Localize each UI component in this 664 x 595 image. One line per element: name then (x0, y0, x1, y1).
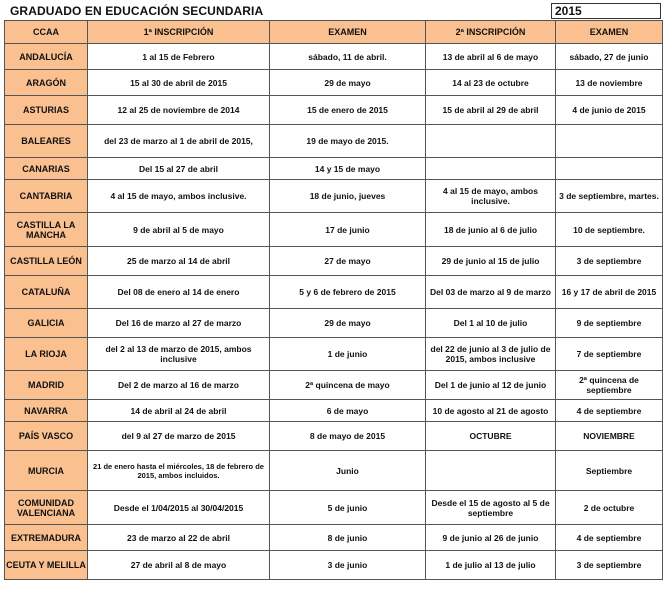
second-exam-cell[interactable]: 2 de octubre (556, 491, 663, 525)
first-inscription-cell[interactable]: Del 2 de marzo al 16 de marzo (88, 371, 270, 400)
ccaa-cell[interactable]: MURCIA (5, 451, 88, 491)
first-exam-cell[interactable]: 15 de enero de 2015 (270, 96, 426, 125)
ccaa-cell[interactable]: CATALUÑA (5, 276, 88, 309)
second-inscription-cell[interactable]: 9 de junio al 26 de junio (426, 525, 556, 551)
table-row (5, 213, 663, 247)
second-exam-cell[interactable]: 4 de junio de 2015 (556, 96, 663, 125)
second-exam-cell[interactable]: Septiembre (556, 451, 663, 491)
second-exam-cell[interactable]: 7 de septiembre (556, 338, 663, 371)
table-row (5, 247, 663, 276)
ccaa-cell[interactable]: MADRID (5, 371, 88, 400)
second-inscription-cell[interactable]: 15 de abril al 29 de abril (426, 96, 556, 125)
first-inscription-cell[interactable]: Del 08 de enero al 14 de enero (88, 276, 270, 309)
second-inscription-cell[interactable] (426, 451, 556, 491)
ccaa-cell[interactable]: NAVARRA (5, 400, 88, 422)
ccaa-cell[interactable]: ASTURIAS (5, 96, 88, 125)
first-exam-cell[interactable]: 27 de mayo (270, 247, 426, 276)
first-inscription-cell[interactable]: Del 15 al 27 de abril (88, 158, 270, 180)
first-exam-cell[interactable]: Junio (270, 451, 426, 491)
first-inscription-cell[interactable]: 4 al 15 de mayo, ambos inclusive. (88, 180, 270, 213)
first-inscription-cell[interactable]: del 9 al 27 de marzo de 2015 (88, 422, 270, 451)
table-row (5, 96, 663, 125)
first-inscription-cell[interactable]: 23 de marzo al 22 de abril (88, 525, 270, 551)
second-exam-cell[interactable]: 2ª quincena de septiembre (556, 371, 663, 400)
first-exam-cell[interactable]: 29 de mayo (270, 309, 426, 338)
second-inscription-cell[interactable]: Desde el 15 de agosto al 5 de septiembre (426, 491, 556, 525)
table-row (5, 180, 663, 213)
header-first-exam[interactable]: EXAMEN (270, 21, 426, 44)
second-inscription-cell[interactable] (426, 125, 556, 158)
table-row (5, 525, 663, 551)
second-inscription-cell[interactable]: Del 03 de marzo al 9 de marzo (426, 276, 556, 309)
second-inscription-cell[interactable]: 14 al 23 de octubre (426, 70, 556, 96)
second-exam-cell[interactable] (556, 125, 663, 158)
table-row (5, 338, 663, 371)
second-inscription-cell[interactable]: 29 de junio al 15 de julio (426, 247, 556, 276)
first-exam-cell[interactable]: 29 de mayo (270, 70, 426, 96)
ccaa-cell[interactable]: CASTILLA LA MANCHA (5, 213, 88, 247)
table-row (5, 309, 663, 338)
table-row (5, 371, 663, 400)
ccaa-cell[interactable]: GALICIA (5, 309, 88, 338)
ccaa-cell[interactable]: ARAGÓN (5, 70, 88, 96)
first-exam-cell[interactable]: 18 de junio, jueves (270, 180, 426, 213)
first-inscription-cell[interactable]: del 23 de marzo al 1 de abril de 2015, (88, 125, 270, 158)
first-inscription-cell[interactable]: Desde el 1/04/2015 al 30/04/2015 (88, 491, 270, 525)
title-row (0, 0, 664, 19)
table-row (5, 158, 663, 180)
ccaa-cell[interactable]: CANARIAS (5, 158, 88, 180)
second-inscription-cell[interactable]: OCTUBRE (426, 422, 556, 451)
first-exam-cell[interactable]: 2ª quincena de mayo (270, 371, 426, 400)
table-row (5, 44, 663, 70)
first-exam-cell[interactable]: sábado, 11 de abril. (270, 44, 426, 70)
second-inscription-cell[interactable]: 4 al 15 de mayo, ambos inclusive. (426, 180, 556, 213)
year-cell[interactable]: 2015 (551, 3, 661, 19)
table-row (5, 70, 663, 96)
second-inscription-cell[interactable]: 10 de agosto al 21 de agosto (426, 400, 556, 422)
first-exam-cell[interactable]: 17 de junio (270, 213, 426, 247)
second-exam-cell[interactable]: sábado, 27 de junio (556, 44, 663, 70)
second-inscription-cell[interactable]: Del 1 al 10 de julio (426, 309, 556, 338)
header-second-exam[interactable]: EXAMEN (556, 21, 663, 44)
ccaa-cell[interactable]: PAÍS VASCO (5, 422, 88, 451)
sheet-title: GRADUADO EN EDUCACIÓN SECUNDARIA (10, 4, 264, 18)
first-exam-cell[interactable]: 5 y 6 de febrero de 2015 (270, 276, 426, 309)
second-inscription-cell[interactable]: Del 1 de junio al 12 de junio (426, 371, 556, 400)
header-second-inscription[interactable]: 2ª INSCRIPCIÓN (426, 21, 556, 44)
second-inscription-cell[interactable] (426, 158, 556, 180)
second-inscription-cell[interactable]: del 22 de junio al 3 de julio de 2015, ambos inclusive (426, 338, 556, 371)
second-exam-cell[interactable]: 10 de septiembre. (556, 213, 663, 247)
first-inscription-cell[interactable]: 27 de abril al 8 de mayo (88, 551, 270, 580)
first-inscription-cell[interactable]: 14 de abril al 24 de abril (88, 400, 270, 422)
first-exam-cell[interactable]: 14 y 15 de mayo (270, 158, 426, 180)
ccaa-cell[interactable]: CEUTA Y MELILLA (5, 551, 88, 580)
table-row (5, 451, 663, 491)
first-exam-cell[interactable]: 1 de junio (270, 338, 426, 371)
second-inscription-cell[interactable]: 18 de junio al 6 de julio (426, 213, 556, 247)
second-inscription-cell[interactable]: 1 de julio al 13 de julio (426, 551, 556, 580)
first-inscription-cell[interactable]: 1 al 15 de Febrero (88, 44, 270, 70)
first-inscription-cell[interactable]: 9 de abril al 5 de mayo (88, 213, 270, 247)
first-inscription-cell[interactable]: 25 de marzo al 14 de abril (88, 247, 270, 276)
second-exam-cell[interactable]: 4 de septiembre (556, 400, 663, 422)
table-row (5, 491, 663, 525)
ccaa-cell[interactable]: ANDALUCÍA (5, 44, 88, 70)
ccaa-cell[interactable]: CANTABRIA (5, 180, 88, 213)
table-row (5, 125, 663, 158)
second-exam-cell[interactable]: 3 de septiembre (556, 247, 663, 276)
second-exam-cell[interactable]: 16 y 17 de abril de 2015 (556, 276, 663, 309)
second-exam-cell[interactable]: 4 de septiembre (556, 525, 663, 551)
first-inscription-cell[interactable]: 21 de enero hasta el miércoles, 18 de febrero de 2015, ambos incluidos. (88, 451, 270, 491)
exam-schedule-table (4, 20, 663, 580)
second-exam-cell[interactable] (556, 158, 663, 180)
first-exam-cell[interactable]: 3 de junio (270, 551, 426, 580)
first-inscription-cell[interactable]: 12 al 25 de noviembre de 2014 (88, 96, 270, 125)
ccaa-cell[interactable]: COMUNIDAD VALENCIANA (5, 491, 88, 525)
ccaa-cell[interactable]: BALEARES (5, 125, 88, 158)
header-first-inscription[interactable]: 1ª INSCRIPCIÓN (88, 21, 270, 44)
second-inscription-cell[interactable]: 13 de abril al 6 de mayo (426, 44, 556, 70)
ccaa-cell[interactable]: EXTREMADURA (5, 525, 88, 551)
ccaa-cell[interactable]: CASTILLA LEÓN (5, 247, 88, 276)
header-row (5, 21, 663, 44)
first-exam-cell[interactable]: 8 de mayo de 2015 (270, 422, 426, 451)
first-exam-cell[interactable]: 19 de mayo de 2015. (270, 125, 426, 158)
first-exam-cell[interactable]: 6 de mayo (270, 400, 426, 422)
second-exam-cell[interactable]: NOVIEMBRE (556, 422, 663, 451)
first-inscription-cell[interactable]: del 2 al 13 de marzo de 2015, ambos inclusive (88, 338, 270, 371)
header-ccaa[interactable]: CCAA (5, 21, 88, 44)
table-row (5, 422, 663, 451)
second-exam-cell[interactable]: 3 de septiembre (556, 551, 663, 580)
second-exam-cell[interactable]: 9 de septiembre (556, 309, 663, 338)
second-exam-cell[interactable]: 13 de noviembre (556, 70, 663, 96)
table-row (5, 551, 663, 580)
ccaa-cell[interactable]: LA RIOJA (5, 338, 88, 371)
table-row (5, 400, 663, 422)
first-exam-cell[interactable]: 5 de junio (270, 491, 426, 525)
first-inscription-cell[interactable]: Del 16 de marzo al 27 de marzo (88, 309, 270, 338)
first-exam-cell[interactable]: 8 de junio (270, 525, 426, 551)
second-exam-cell[interactable]: 3 de septiembre, martes. (556, 180, 663, 213)
table-row (5, 276, 663, 309)
first-inscription-cell[interactable]: 15 al 30 de abril de 2015 (88, 70, 270, 96)
